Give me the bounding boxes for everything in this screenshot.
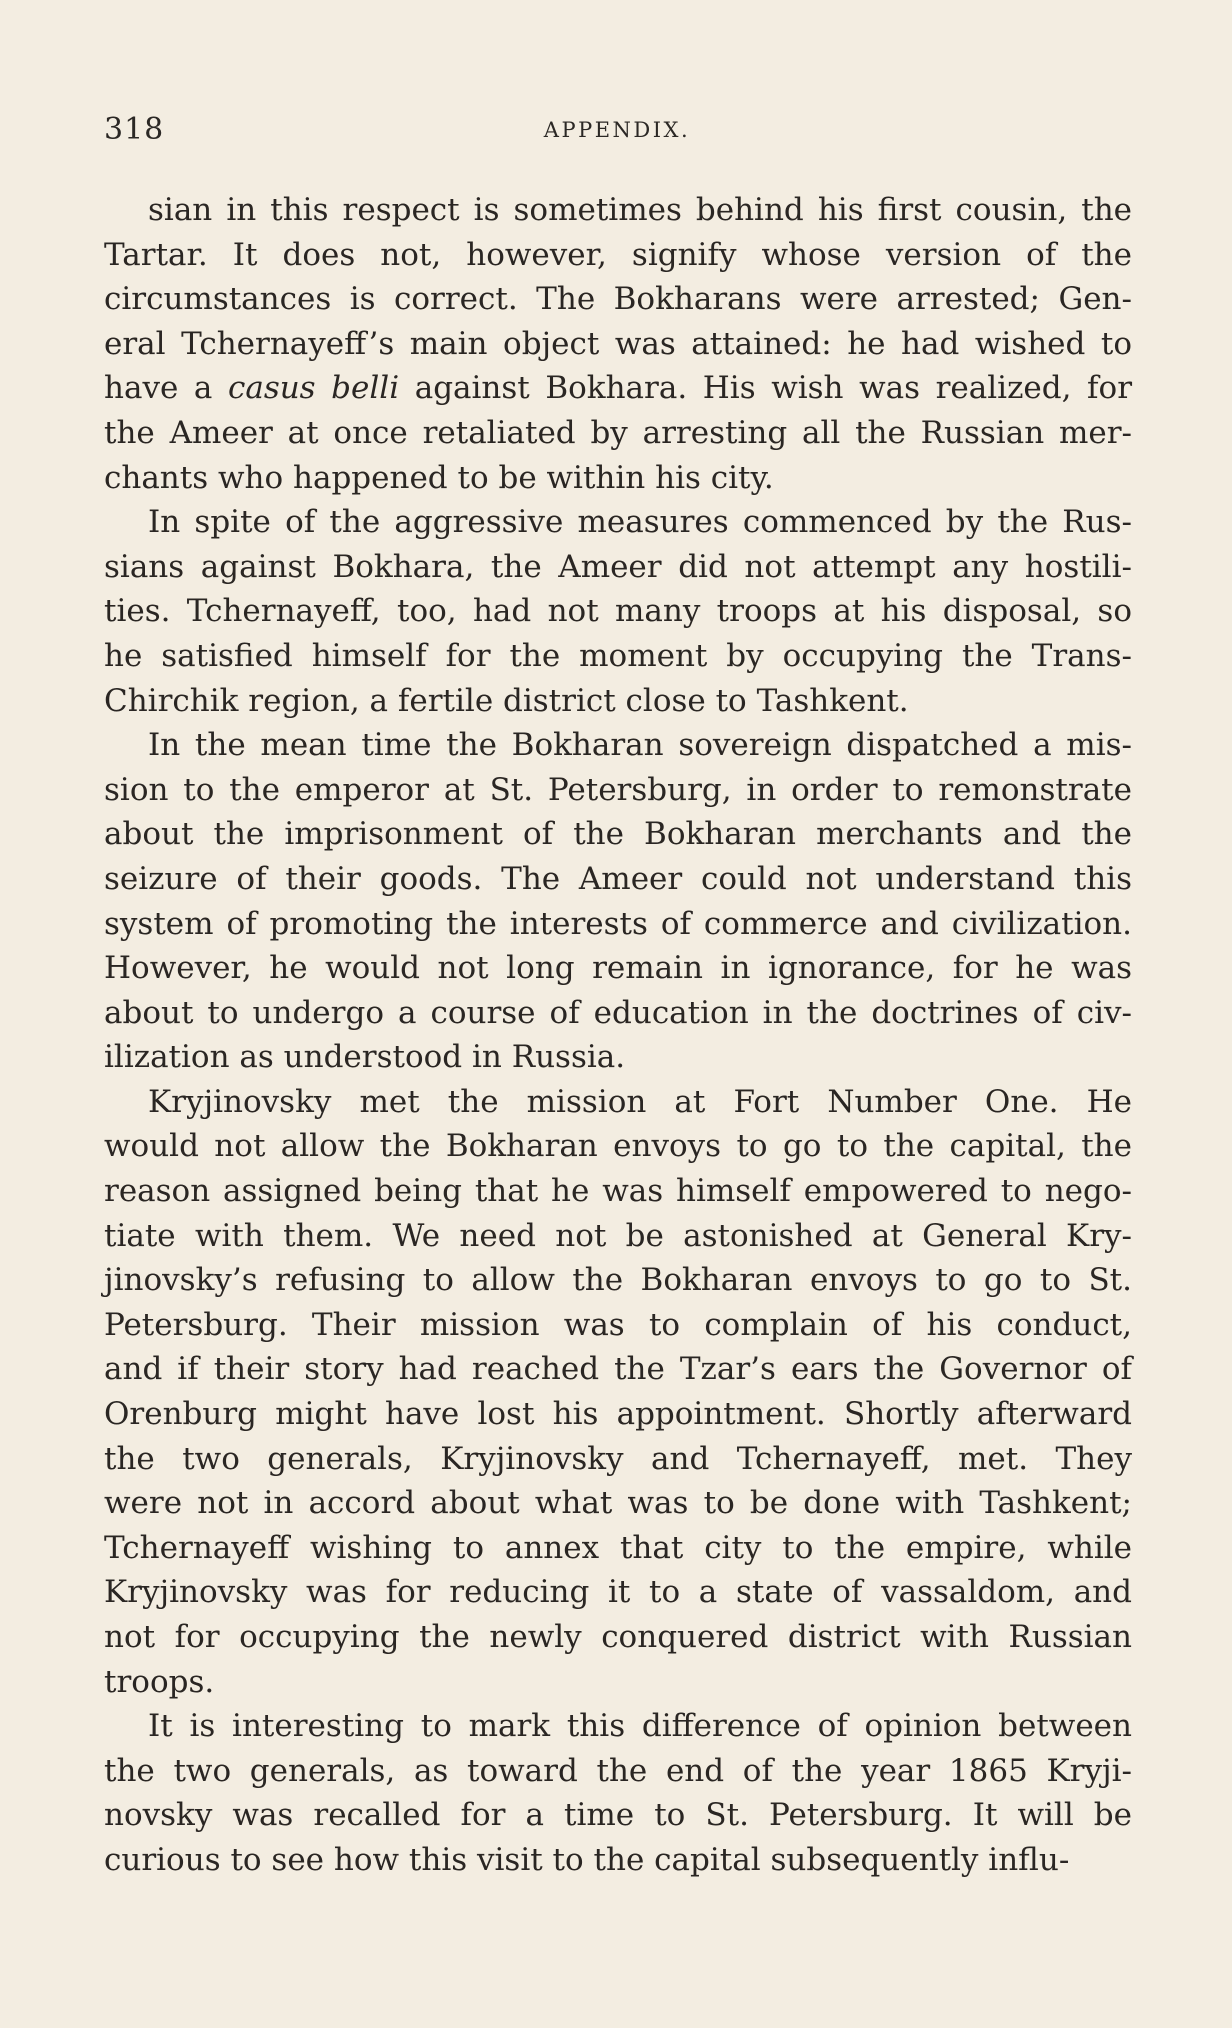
text-line: and if their story had reached the Tzar’s ears the Governor of: [104, 1351, 1132, 1388]
text-line: ilization as understood in Russia.: [104, 1039, 626, 1076]
page-header: [104, 112, 1130, 152]
paragraph: [104, 500, 1132, 723]
text-line: the Ameer at once retaliated by arresting all the Russian mer-: [104, 414, 1132, 451]
text-line: Kryjinovsky was for reducing it to a state of vassaldom, and: [104, 1574, 1132, 1611]
paragraph: [104, 723, 1132, 1080]
text-line: jinovsky’s refusing to allow the Bokharan envoys to go to St.: [104, 1262, 1132, 1299]
text-line: reason assigned being that he was himself empowered to nego-: [104, 1173, 1132, 1210]
text-line: system of promoting the interests of commerce and civilization.: [104, 905, 1132, 942]
text-line: tiate with them. We need not be astonished at General Kry-: [104, 1217, 1132, 1254]
text-line: would not allow the Bokharan envoys to go to the capital, the: [104, 1128, 1132, 1165]
text-line: he satisfied himself for the moment by occupying the Trans-: [104, 637, 1132, 674]
text-line: the two generals, as toward the end of the year 1865 Kryji-: [104, 1752, 1132, 1789]
text-line: Tartar. It does not, however, signify whose version of the: [104, 236, 1132, 273]
paragraph: [104, 188, 1132, 500]
text-line: Chirchik region, a fertile district close to Tashkent.: [104, 682, 909, 719]
paragraph: [104, 1080, 1132, 1704]
text-line: curious to see how this visit to the capital subsequently influ-: [104, 1841, 1070, 1878]
text-line: the two generals, Kryjinovsky and Tchernayeff, met. They: [104, 1440, 1132, 1477]
text-line: troops.: [104, 1663, 215, 1700]
text-line: seizure of their goods. The Ameer could not understand this: [104, 860, 1132, 897]
italic-phrase: casus belli: [227, 370, 400, 407]
text-line: In the mean time the Bokharan sovereign dispatched a mis-: [148, 727, 1132, 764]
text-line: were not in accord about what was to be done with Tashkent;: [104, 1485, 1132, 1522]
text-line: about the imprisonment of the Bokharan merchants and the: [104, 816, 1132, 853]
text-line: However, he would not long remain in ignorance, for he was: [104, 950, 1132, 987]
text-line: sion to the emperor at St. Petersburg, in order to remonstrate: [104, 771, 1132, 808]
text-line: not for occupying the newly conquered district with Russian: [104, 1619, 1132, 1655]
text-line: about to undergo a course of education in the doctrines of civ-: [104, 994, 1132, 1031]
text-line: Orenburg might have lost his appointment. Shortly afterward: [104, 1396, 1132, 1433]
text-line: Petersburg. Their mission was to complain of his conduct,: [104, 1306, 1132, 1343]
text-line: ties. Tchernayeff, too, had not many troops at his disposal, so: [104, 593, 1132, 630]
running-head: APPENDIX.: [543, 118, 691, 142]
paragraph: [104, 1704, 1132, 1882]
text-line: chants who happened to be within his city.: [104, 459, 774, 496]
text-line: In spite of the aggressive measures commenced by the Rus-: [148, 504, 1132, 541]
text-line: novsky was recalled for a time to St. Petersburg. It will be: [104, 1797, 1132, 1834]
text-line: Tchernayeff wishing to annex that city to the empire, while: [104, 1529, 1132, 1566]
text-line: sians against Bokhara, the Ameer did not attempt any hostili-: [104, 548, 1132, 585]
text-line: have a casus belli against Bokhara. His wish was realized, for: [104, 370, 1133, 407]
text-line: eral Tchernayeff’s main object was attained: he had wished to: [104, 325, 1132, 362]
text-line: Kryjinovsky met the mission at Fort Number One. He: [148, 1083, 1132, 1120]
text-line: It is interesting to mark this difference of opinion between: [148, 1708, 1132, 1745]
page-number: 318: [104, 112, 165, 147]
text-line: sian in this respect is sometimes behind his first cousin, the: [148, 192, 1132, 228]
text-line: circumstances is correct. The Bokharans were arrested; Gen-: [104, 281, 1132, 318]
page-body: [104, 188, 1132, 1883]
